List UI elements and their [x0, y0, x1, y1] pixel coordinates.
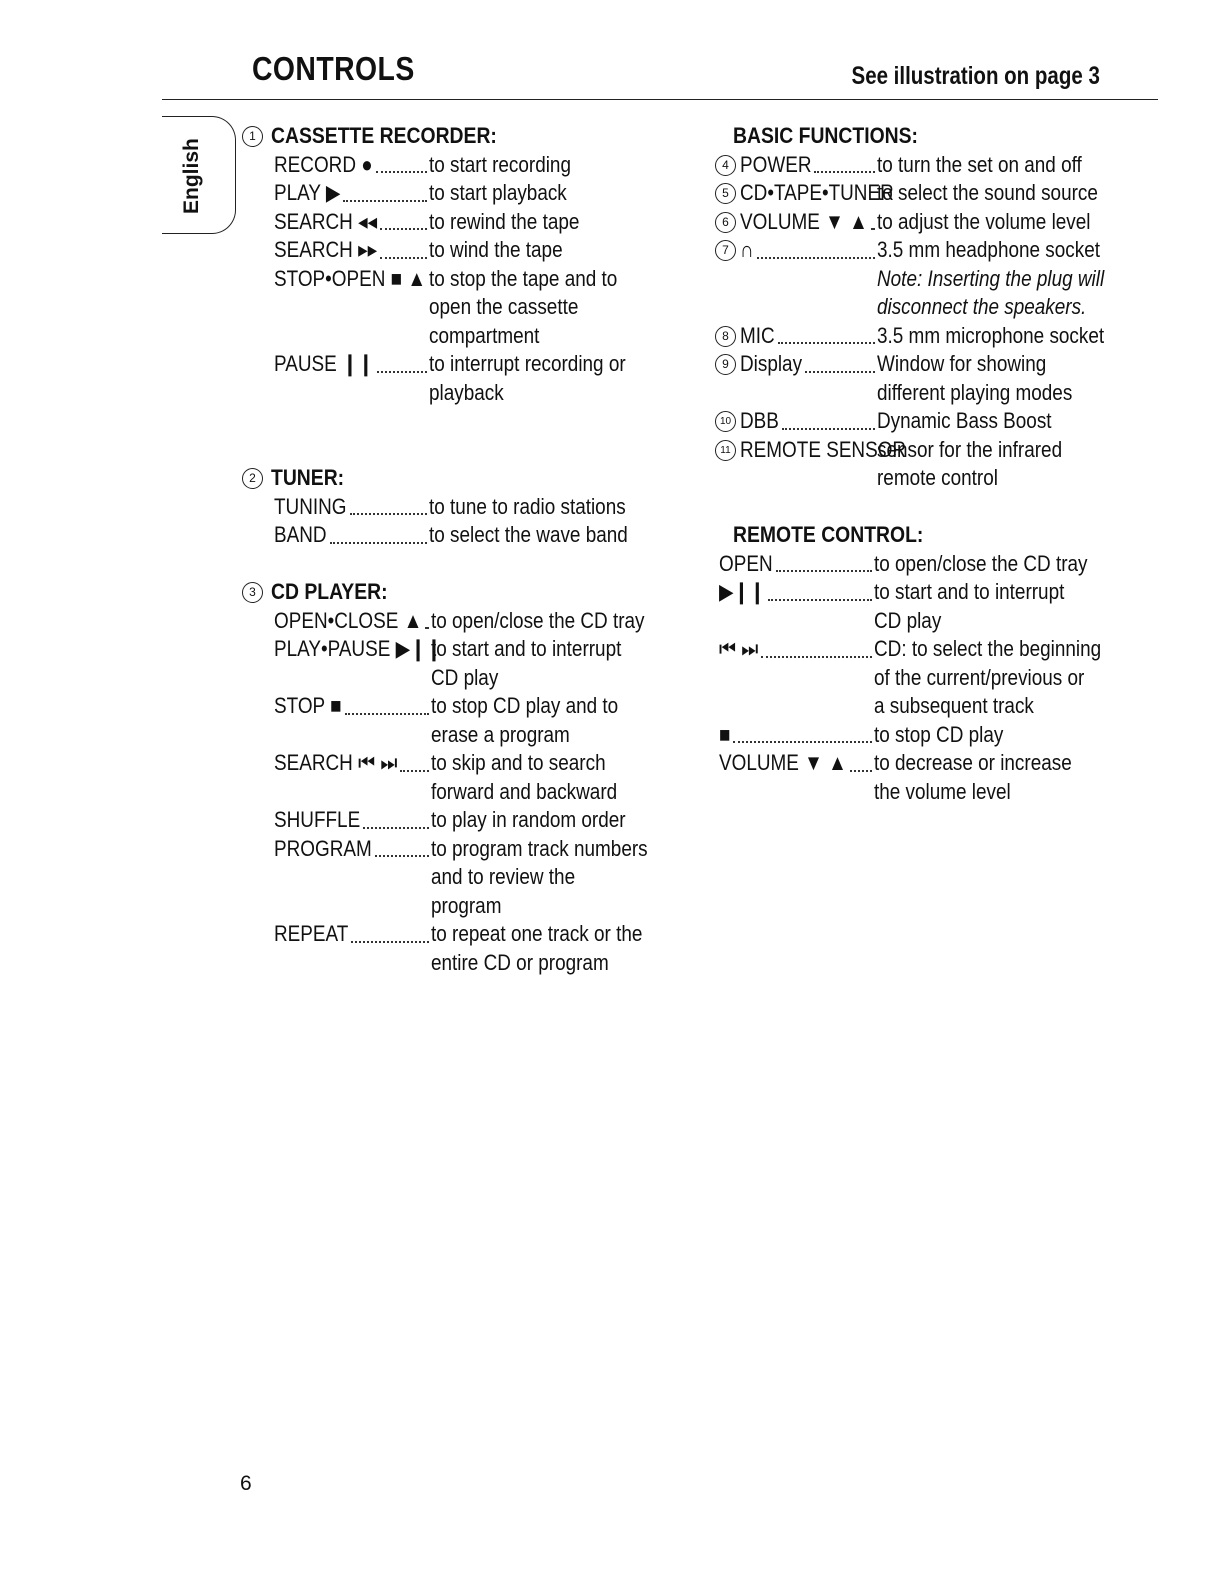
leader-dots [778, 342, 875, 344]
leader-dots [400, 770, 429, 772]
control-key: ▶❙❙ [719, 578, 874, 607]
control-description: to open/close the CD tray [874, 550, 1088, 576]
illustration-reference: See illustration on page 3 [851, 62, 1100, 90]
control-key: VOLUME ▼ ▲ [719, 749, 874, 778]
cd-list [242, 607, 692, 978]
leader-dots [805, 371, 875, 373]
section-number: 2 [242, 468, 263, 489]
leader-dots [776, 570, 872, 572]
leader-dots [377, 371, 427, 373]
control-key: PROGRAM [274, 835, 431, 864]
control-description: to decrease or increase the volume level [874, 750, 1072, 804]
control-row [274, 151, 692, 180]
control-row [719, 721, 1135, 750]
control-key: SHUFFLE [274, 806, 431, 835]
leader-dots [850, 770, 872, 772]
item-number: 7 [715, 240, 736, 261]
control-row [719, 550, 1135, 579]
item-number: 4 [715, 155, 736, 176]
remote-heading: REMOTE CONTROL: [733, 522, 924, 547]
left-column [242, 122, 692, 977]
control-description: 3.5 mm headphone socket Note: Inserting the plug will disconnect the speakers. [877, 237, 1105, 319]
control-row [715, 407, 1135, 436]
basic-heading: BASIC FUNCTIONS: [733, 123, 918, 148]
control-row [719, 578, 1135, 635]
control-row [715, 236, 1135, 322]
control-row [274, 493, 692, 522]
leader-dots [351, 941, 429, 943]
control-key: PLAY•PAUSE ▶❙❙ [274, 636, 442, 661]
control-description: to rewind the tape [429, 208, 580, 234]
control-description: to start playback [429, 180, 567, 205]
page-number: 6 [240, 1472, 252, 1495]
control-row [715, 350, 1135, 407]
control-row [274, 806, 692, 835]
leader-dots [757, 257, 875, 259]
control-key: VOLUME ▼ ▲ [740, 208, 877, 237]
control-key: SEARCH ◂◂ [274, 208, 429, 237]
control-description: to program track numbers and to review the program [431, 835, 648, 918]
control-description: Dynamic Bass Boost [877, 408, 1052, 433]
control-key: TUNING [274, 493, 429, 522]
control-key: DBB [740, 407, 877, 436]
control-key: ⏮ ⏭ [719, 635, 874, 664]
item-number: 9 [715, 354, 736, 375]
leader-dots [782, 428, 875, 430]
section-number: 1 [242, 126, 263, 147]
control-key: ∩ [740, 236, 877, 265]
control-row [719, 749, 1135, 806]
leader-dots [761, 656, 872, 658]
leader-dots [425, 627, 429, 629]
control-description: to open/close the CD tray [431, 607, 645, 633]
control-row [274, 208, 692, 237]
control-key: SEARCH ⏮ ⏭ [274, 749, 431, 778]
control-key: PLAY ▶ [274, 179, 429, 208]
leader-dots [350, 513, 427, 515]
control-key: OPEN•CLOSE ▲ [274, 607, 431, 636]
control-key: MIC [740, 322, 877, 351]
control-key: ■ [719, 721, 874, 750]
control-description: to turn the set on and off [877, 151, 1082, 177]
control-key: Display [740, 350, 877, 379]
control-row [274, 521, 692, 550]
control-row [719, 635, 1135, 721]
leader-dots [768, 599, 872, 601]
basic-list [715, 151, 1135, 493]
control-key: RECORD ● [274, 151, 429, 180]
control-row [274, 749, 692, 806]
right-column [715, 122, 1135, 806]
cassette-list [242, 151, 692, 408]
control-description: to interrupt recording or playback [429, 351, 626, 405]
item-number: 6 [715, 212, 736, 233]
control-description: to select the sound source [877, 180, 1098, 205]
leader-dots [380, 257, 427, 259]
control-description: to tune to radio stations [429, 493, 626, 519]
leader-dots [363, 827, 429, 829]
control-description: to stop CD play and to erase a program [431, 693, 619, 747]
control-row [715, 436, 1135, 493]
page-title: CONTROLS [252, 50, 415, 87]
control-row [274, 265, 692, 351]
section-number: 3 [242, 582, 263, 603]
control-row [274, 607, 692, 636]
control-key: BAND [274, 521, 429, 550]
control-description: CD: to select the beginning of the current/previous or a subsequent track [874, 636, 1102, 718]
control-description: to repeat one track or the entire CD or program [431, 921, 643, 975]
leader-dots [376, 171, 427, 173]
leader-dots [345, 713, 429, 715]
control-key: OPEN [719, 550, 874, 579]
leader-dots [375, 855, 429, 857]
remote-list [715, 550, 1135, 807]
control-description: to play in random order [431, 807, 626, 832]
control-description: to start and to interrupt CD play [431, 636, 622, 690]
control-description: 3.5 mm microphone socket [877, 322, 1105, 348]
control-description: to start and to interrupt CD play [874, 579, 1065, 633]
control-description: to start recording [429, 151, 571, 177]
control-key: REMOTE SENSOR [740, 436, 907, 462]
leader-dots [871, 228, 875, 230]
control-description: to select the wave band [429, 522, 628, 547]
control-description: Window for showing different playing modes [877, 351, 1073, 405]
item-number: 10 [715, 411, 736, 432]
control-row [274, 835, 692, 921]
leader-dots [343, 200, 427, 202]
control-description: to stop the tape and to open the cassette compartment [429, 265, 618, 348]
control-row [274, 179, 692, 208]
leader-dots [380, 228, 427, 230]
control-row [274, 920, 692, 977]
control-key: PAUSE ❙❙ [274, 350, 429, 379]
header-rule [162, 99, 1158, 100]
leader-dots [330, 542, 427, 544]
control-key: REPEAT [274, 920, 431, 949]
control-row [274, 635, 692, 692]
control-row [274, 236, 692, 265]
cassette-heading: 1 CASSETTE RECORDER: [242, 122, 692, 151]
control-key: STOP•OPEN ■ ▲ [274, 265, 427, 291]
item-number: 11 [715, 440, 736, 461]
control-row [715, 179, 1135, 208]
control-row [274, 350, 692, 407]
leader-dots [733, 741, 872, 743]
item-number: 5 [715, 183, 736, 204]
control-description: sensor for the infrared remote control [877, 436, 1063, 490]
tuner-heading: 2 TUNER: [242, 464, 692, 493]
control-key: CD•TAPE•TUNER [740, 180, 894, 205]
control-key: STOP ■ [274, 692, 431, 721]
language-tab-label: English [180, 138, 203, 214]
control-row [715, 151, 1135, 180]
cd-heading: 3 CD PLAYER: [242, 578, 692, 607]
control-description: to skip and to search forward and backward [431, 750, 618, 804]
control-description: to wind the tape [429, 237, 563, 262]
tuner-list [242, 493, 692, 550]
control-description: to adjust the volume level [877, 208, 1091, 234]
control-description: to stop CD play [874, 721, 1004, 747]
control-row [715, 208, 1135, 237]
control-key: SEARCH ▸▸ [274, 236, 429, 265]
leader-dots [814, 171, 875, 173]
control-row [274, 692, 692, 749]
control-key: POWER [740, 151, 877, 180]
item-number: 8 [715, 326, 736, 347]
control-row [715, 322, 1135, 351]
